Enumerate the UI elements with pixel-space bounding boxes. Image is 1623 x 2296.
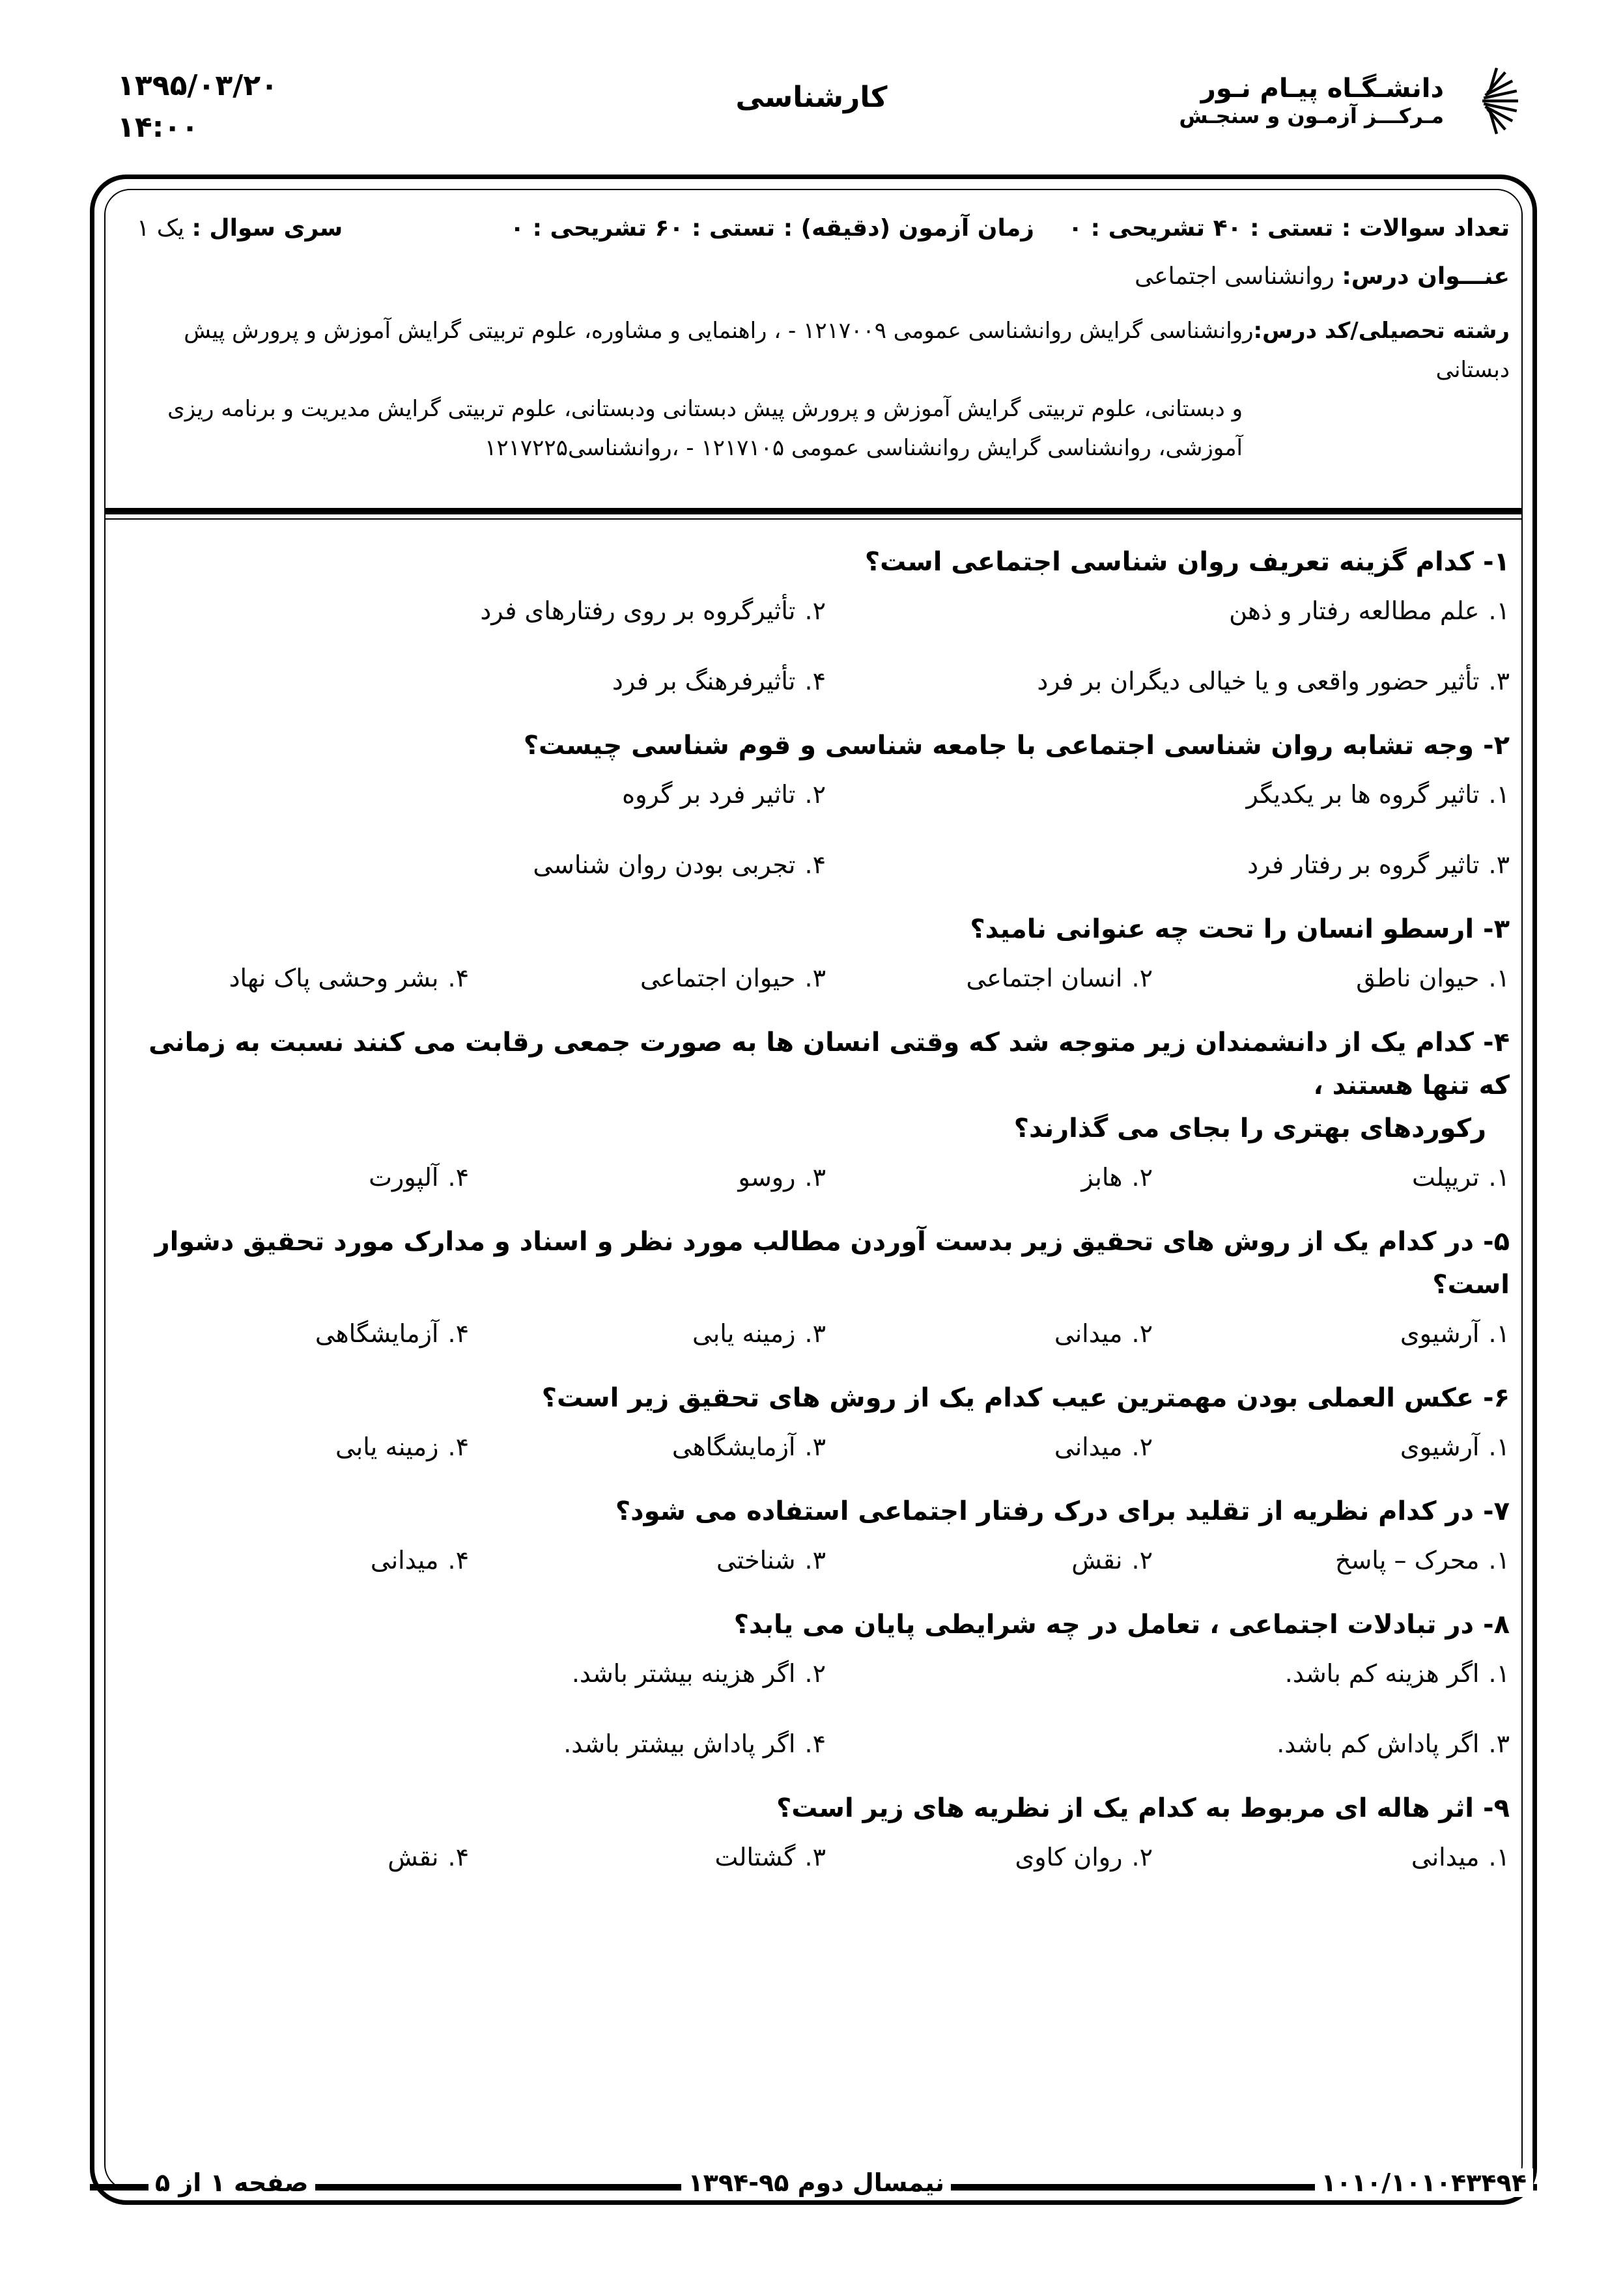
option-1[interactable]: ۱.حیوان ناطق: [1356, 964, 1510, 992]
major-line-3: آموزشی، روانشناسی گرایش روانشناسی عمومی ۱۲۱۷۱۰۵ - ،روانشناسی۱۲۱۷۲۲۵: [485, 435, 1243, 461]
option-1[interactable]: ۱.آرشیوی: [1400, 1319, 1510, 1348]
option-2[interactable]: ۲.هابز: [1081, 1163, 1153, 1192]
major-label: رشته تحصیلی/کد درس:: [1253, 318, 1510, 344]
option-4[interactable]: ۴.میدانی: [370, 1546, 469, 1575]
major-line-2: و دبستانی، علوم تربیتی گرایش آموزش و پرورش پیش دبستانی ودبستانی، علوم تربیتی گرایش مدیریت و برنامه ریزی: [167, 396, 1243, 422]
option-3[interactable]: ۳.تأثیر حضور واقعی و یا خیالی دیگران بر فرد: [1037, 667, 1510, 695]
question-text: ۱- کدام گزینه تعریف روان شناسی اجتماعی است؟: [864, 547, 1510, 577]
course-title: [1135, 263, 1510, 290]
option-3[interactable]: ۳.روسو: [738, 1163, 826, 1192]
question-list: [111, 540, 1516, 1900]
question-text: ۶- عکس العملی بودن مهمترین عیب کدام یک از روش های تحقیق زیر است؟: [541, 1383, 1510, 1413]
exam-date-time: [117, 65, 278, 148]
option-3[interactable]: ۳.زمینه یابی: [692, 1319, 826, 1348]
question-9: [111, 1787, 1516, 1900]
option-4[interactable]: ۴.آزمایشگاهی: [315, 1319, 469, 1348]
question-1: [111, 540, 1516, 724]
option-1[interactable]: ۱.محرک – پاسخ: [1334, 1546, 1510, 1575]
question-text: ۵- در کدام یک از روش های تحقیق زیر بدست آوردن مطالب مورد نظر و اسناد و مدارک مورد تحقیق دشوار است؟: [154, 1227, 1510, 1300]
option-1[interactable]: ۱.اگر هزینه کم باشد.: [1284, 1659, 1510, 1688]
question-3: [111, 908, 1516, 1021]
series-value: یک ۱: [137, 215, 185, 242]
course-title-label: عنـــوان درس:: [1342, 263, 1510, 290]
option-3[interactable]: ۳.حیوان اجتماعی: [640, 964, 826, 992]
option-4[interactable]: ۴.تجربی بودن روان شناسی: [533, 850, 826, 879]
option-2[interactable]: ۲.روان کاوی: [1015, 1843, 1153, 1871]
option-3[interactable]: ۳.اگر پاداش کم باشد.: [1277, 1729, 1510, 1758]
question-series: [137, 215, 343, 242]
major-line-1: روانشناسی گرایش روانشناسی عمومی ۱۲۱۷۰۰۹ - ، راهنمایی و مشاوره، علوم تربیتی گرایش آموزش و پرورش پیش دبستانی: [184, 318, 1510, 383]
question-7: [111, 1490, 1516, 1603]
option-2[interactable]: ۲.نقش: [1071, 1546, 1153, 1575]
option-4[interactable]: ۴.اگر پاداش بیشتر باشد.: [563, 1729, 826, 1758]
option-2[interactable]: ۲.تاثیر فرد بر گروه: [622, 780, 826, 809]
page-number: صفحه ۱ از ۵: [148, 2168, 315, 2197]
question-text: ۷- در کدام نظریه از تقلید برای درک رفتار اجتماعی استفاده می شود؟: [615, 1496, 1510, 1526]
exam-duration: زمان آزمون (دقیقه) : تستی : ۶۰ تشریحی : ۰: [510, 215, 1034, 242]
semester-label: نیمسال دوم ۹۵-۱۳۹۴: [681, 2168, 951, 2197]
option-4[interactable]: ۴.تأثیرفرهنگ بر فرد: [612, 667, 826, 695]
option-1[interactable]: ۱.میدانی: [1411, 1843, 1510, 1871]
exam-meta-row: [111, 215, 1516, 254]
exam-time: ۱۴:۰۰: [117, 111, 199, 144]
option-2[interactable]: ۲.میدانی: [1054, 1433, 1153, 1461]
center-name: مـرکـــز آزمـون و سنجـش: [1179, 104, 1444, 128]
option-3[interactable]: ۳.شناختی: [716, 1546, 826, 1575]
option-1[interactable]: ۱.تریپلت: [1412, 1163, 1510, 1192]
option-2[interactable]: ۲.تأثیرگروه بر روی رفتارهای فرد: [480, 596, 826, 625]
option-4[interactable]: ۴.زمینه یابی: [335, 1433, 469, 1461]
question-text-cont: رکوردهای بهتری را بجای می گذارند؟: [1013, 1113, 1486, 1143]
document-type: کارشناسی: [735, 81, 888, 114]
question-text: ۸- در تبادلات اجتماعی ، تعامل در چه شرایطی پایان می یابد؟: [733, 1610, 1510, 1640]
option-2[interactable]: ۲.انسان اجتماعی: [966, 964, 1153, 992]
course-title-value: روانشناسی اجتماعی: [1135, 263, 1334, 290]
series-label: سری سوال :: [191, 215, 343, 242]
option-2[interactable]: ۲.میدانی: [1054, 1319, 1153, 1348]
option-3[interactable]: ۳.آزمایشگاهی: [671, 1433, 826, 1461]
question-count: تعداد سوالات : تستی : ۴۰ تشریحی : ۰: [1068, 215, 1510, 242]
option-4[interactable]: ۴.نقش: [388, 1843, 469, 1871]
option-4[interactable]: ۴.بشر وحشی پاک نهاد: [229, 964, 469, 992]
header-divider-thin: [104, 518, 1523, 520]
page-footer: [90, 2166, 1537, 2205]
exam-date: ۱۳۹۵/۰۳/۲۰: [117, 69, 278, 102]
question-text: ۳- ارسطو انسان را تحت چه عنوانی نامید؟: [970, 914, 1510, 944]
option-3[interactable]: ۳.گشتالت: [714, 1843, 826, 1871]
question-text: ۹- اثر هاله ای مربوط به کدام یک از نظریه های زیر است؟: [776, 1793, 1510, 1823]
question-5: [111, 1220, 1516, 1377]
page-header: [0, 0, 1623, 182]
option-3[interactable]: ۳.تاثیر گروه بر رفتار فرد: [1247, 850, 1510, 879]
header-divider: [104, 508, 1523, 514]
option-1[interactable]: ۱.علم مطالعه رفتار و ذهن: [1229, 596, 1510, 625]
exam-info: [111, 208, 1516, 508]
option-1[interactable]: ۱.تاثیر گروه ها بر یکدیگر: [1246, 780, 1510, 809]
option-1[interactable]: ۱.آرشیوی: [1400, 1433, 1510, 1461]
option-2[interactable]: ۲.اگر هزینه بیشتر باشد.: [571, 1659, 826, 1688]
question-2: [111, 724, 1516, 908]
option-4[interactable]: ۴.آلپورت: [369, 1163, 469, 1192]
question-6: [111, 1377, 1516, 1490]
major-course-codes: [116, 311, 1516, 468]
question-4: [111, 1021, 1516, 1220]
question-text: ۴- کدام یک از دانشمندان زیر متوجه شد که وقتی انسان ها به صورت جمعی رقابت می کنند نسبت به زمانی که تنها هستند ،: [148, 1028, 1510, 1100]
question-text: ۲- وجه تشابه روان شناسی اجتماعی با جامعه شناسی و قوم شناسی چیست؟: [523, 731, 1510, 761]
university-name: دانشـگـاه پیـام نـور: [1200, 74, 1444, 104]
exam-code: ۱۰۱۰/۱۰۱۰۴۳۴۹۴: [1315, 2168, 1533, 2197]
question-8: [111, 1603, 1516, 1787]
